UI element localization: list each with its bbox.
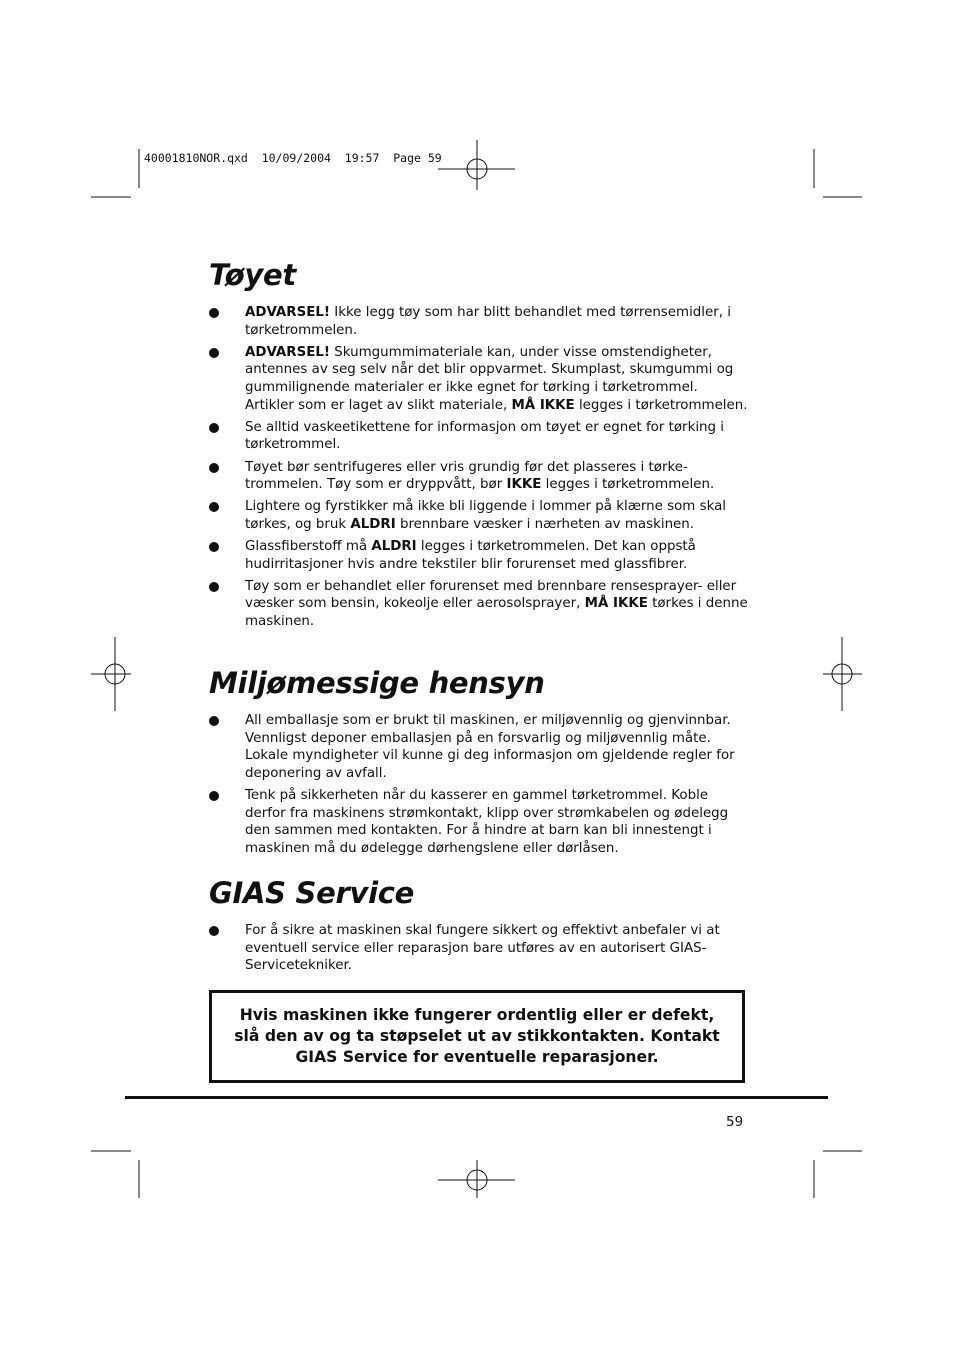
section-title-miljo: Miljømessige hensyn [209,666,545,700]
bullet-dot-icon [209,926,219,936]
miljo-bullet-list [209,712,749,862]
bullet-list-item: ADVARSEL! Ikke legg tøy som har blitt behandlet med tørrensemidler, i tørketrommelen. [209,304,749,339]
bullet-list-item: Glassfiberstoff må ALDRI legges i tørketrommelen. Det kan oppstå hudirritasjoner hvis andre tekstiler blir forurenset med glassfibrer. [209,538,749,573]
bold-emphasis: ADVARSEL! [245,305,331,320]
bullet-dot-icon [209,348,219,358]
bullet-dot-icon [209,582,219,592]
bullet-list-item: Tøyet bør sentrifugeres eller vris grundig før det plasseres i tørke-trommelen. Tøy som er dryppvått, bør IKKE legges i tørketrommelen. [209,459,749,494]
page-number: 59 [726,1114,744,1130]
warning-notice-text: Hvis maskinen ikke fungerer ordentlig eller er defekt, slå den av og ta støpselet ut av stikkontakten. Kontakt GIAS Service for eventuelle reparasjoner. [234,1006,720,1066]
bold-emphasis: IKKE [506,477,542,493]
warning-notice-box [209,990,745,1083]
bullet-list-item: Tenk på sikkerheten når du kasserer en gammel tørketrommel. Koble derfor fra maskinens strømkontakt, klipp over strømkabelen og ødelegg den sammen med kontakten. For å hindre at barn kan bli innestengt i maskinen må du ødelegge dørhengslene eller dørlåsen. [209,787,749,857]
bullet-list-item: ADVARSEL! Skumgummimateriale kan, under visse omstendigheter, antennes av seg selv når det blir oppvarmet. Skumplast, skumgummi og gummilignende materialer er ikke egnet for tørking i tørketrommel. Artikler som er laget av slikt materiale, MÅ IKKE legges i tørketrommelen. [209,344,749,414]
bold-emphasis: ALDRI [350,516,396,532]
bullet-dot-icon [209,502,219,512]
section-title-gias: GIAS Service [209,876,414,910]
bullet-dot-icon [209,308,219,318]
bullet-dot-icon [209,423,219,433]
bold-emphasis: ADVARSEL! [245,344,331,360]
bullet-list-item: For å sikre at maskinen skal fungere sikkert og effektivt anbefaler vi at eventuell service eller reparasjon bare utføres av en autorisert GIAS-Servicetekniker. [209,922,749,975]
bullet-list-item: Lightere og fyrstikker må ikke bli liggende i lommer på klærne som skal tørkes, og bruk ALDRI brennbare væsker i nærheten av maskinen. [209,498,749,533]
bullet-dot-icon [209,791,219,801]
footer-rule [125,1096,828,1099]
bold-emphasis: MÅ IKKE [511,397,575,413]
toyet-bullet-list [209,304,749,635]
bold-emphasis: ALDRI [371,539,417,555]
bullet-list-item: Tøy som er behandlet eller forurenset med brennbare rensesprayer- eller væsker som bensin, kokeolje eller aerosolsprayer, MÅ IKKE tørkes i denne maskinen. [209,578,749,631]
bullet-list-item: All emballasje som er brukt til maskinen, er miljøvennlig og gjenvinnbar. Vennligst deponer emballasjen på en forsvarlig og miljøvennlig måte. Lokale myndigheter vil kunne gi deg informasjon om gjeldende regler for deponering av avfall. [209,712,749,782]
bullet-dot-icon [209,542,219,552]
bold-emphasis: MÅ IKKE [584,596,648,612]
section-title-toyet: Tøyet [209,258,296,292]
bullet-dot-icon [209,716,219,726]
bullet-dot-icon [209,463,219,473]
bullet-list-item: Se alltid vaskeetikettene for informasjon om tøyet er egnet for tørking i tørketrommel. [209,419,749,454]
file-slug-line: 40001810NOR.qxd 10/09/2004 19:57 Page 59 [144,151,442,165]
gias-bullet-list [209,922,749,979]
